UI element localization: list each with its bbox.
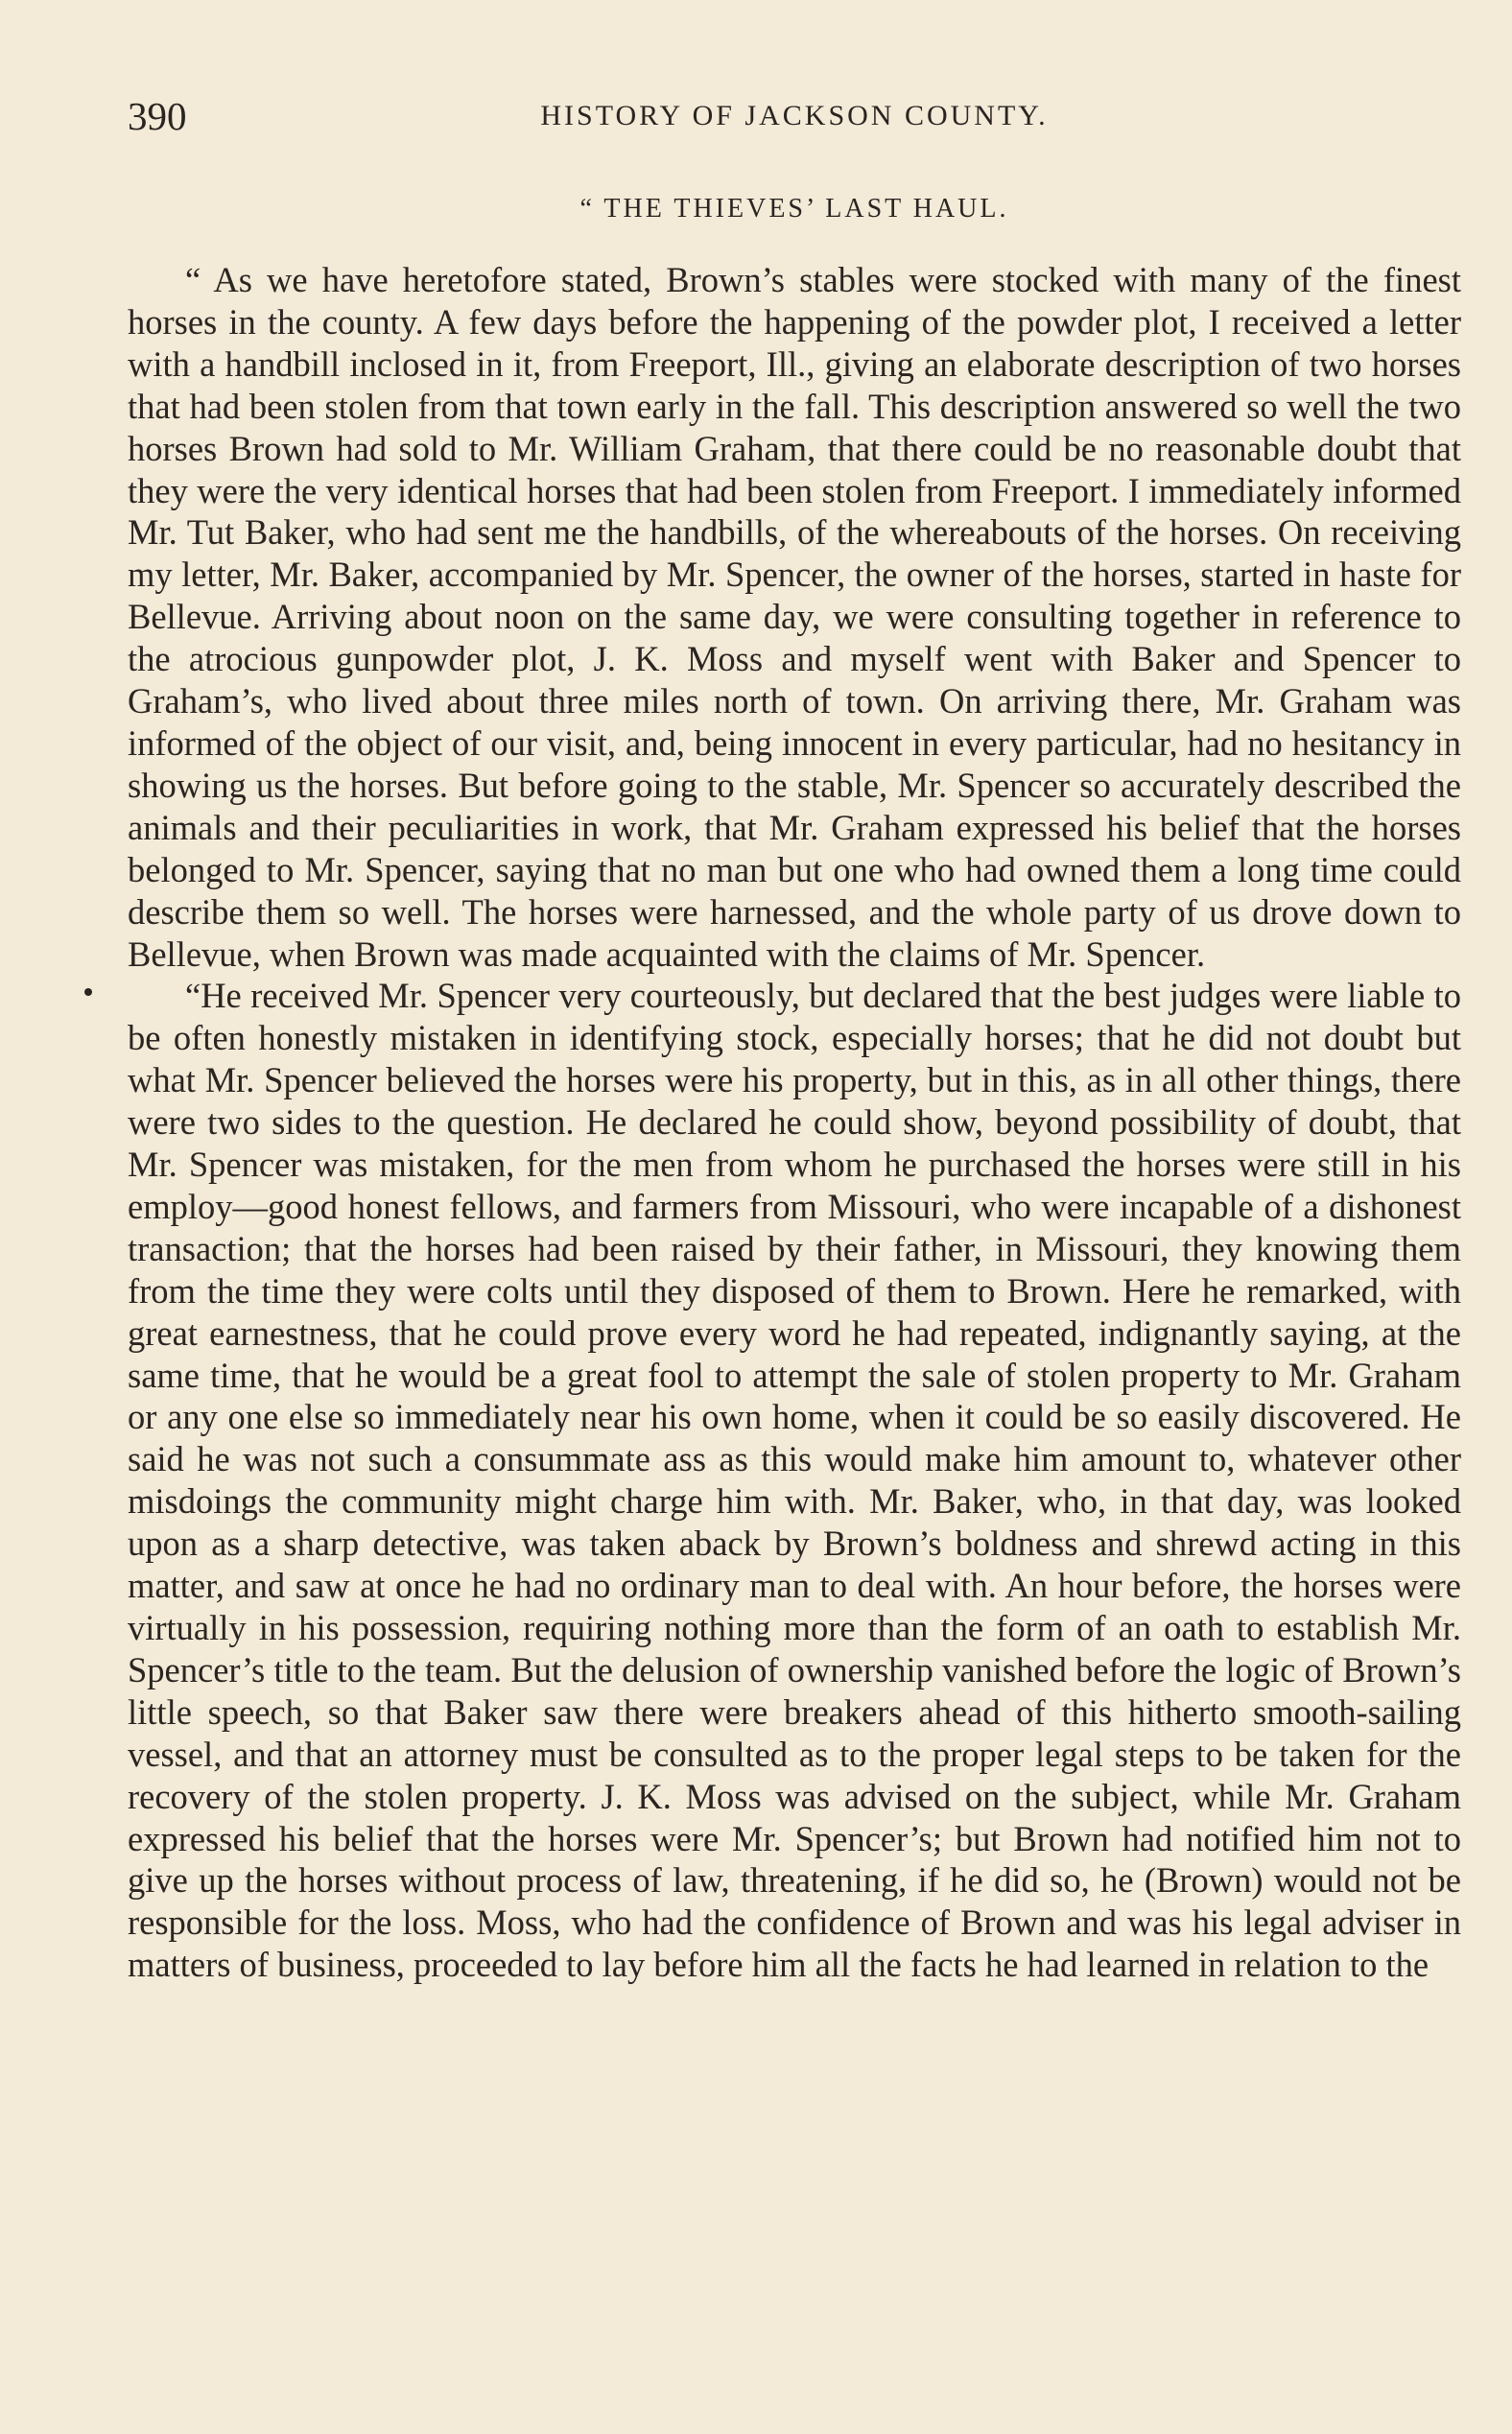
section-title: “ THE THIEVES’ LAST HAUL. — [579, 194, 1009, 224]
running-head: HISTORY OF JACKSON COUNTY. — [540, 100, 1049, 131]
paragraph: “ As we have heretofore stated, Brown’s stables were stocked with many of the finest horses in the county. A few days before the happening of the powder plot, I received a letter with a handbill inclosed in it, from Freeport, Ill., giving an elaborate description of two horses that had been stolen from that town early in the fall. This description answered so well the two horses Brown had sold to Mr. William Graham, that there could be no reasonable doubt that they were the very identical horses that had been stolen from Freeport. I immediately informed Mr. Tut Baker, who had sent me the handbills, of the whereabouts of the horses. On receiving my letter, Mr. Baker, accompanied by Mr. Spencer, the owner of the horses, started in haste for Bellevue. Arriving about noon on the same day, we were consulting together in reference to the atrocious gunpowder plot, J. K. Moss and myself went with Baker and Spencer to Graham’s, who lived about three miles north of town. On arriving there, Mr. Graham was informed of the object of our visit, and, being innocent in every particular, had no hesitancy in showing us the horses. But before going to the stable, Mr. Spencer so accurately described the animals and their peculiarities in work, that Mr. Graham expressed his belief that the horses belonged to Mr. Spencer, saying that no man but one who had owned them a long time could describe them so well. The horses were harnessed, and the whole party of us drove down to Bellevue, when Brown was made acquainted with the claims of Mr. Spencer. — [128, 260, 1461, 974]
page-number: 390 — [128, 94, 187, 138]
body-text — [128, 259, 1461, 1986]
page-header — [128, 92, 1461, 140]
paragraph: “He received Mr. Spencer very courteously, but declared that the best judges were liable to be often honestly mistaken in identifying stock, especially horses; that he did not doubt but what Mr. Spencer believed the horses were his property, but in this, as in all other things, there were two sides to the question. He declared he could show, beyond possibility of doubt, that Mr. Spencer was mistaken, for the men from whom he purchased the horses were still in his employ—good honest fellows, and farmers from Missouri, who were incapable of a dishonest transaction; that the horses had been raised by their father, in Missouri, they knowing them from the time they were colts until they disposed of them to Brown. Here he remarked, with great earnestness, that he could prove every word he had repeated, indignantly saying, at the same time, that he would be a great fool to attempt the sale of stolen property to Mr. Graham or any one else so immediately near his own home, when it could be so easily discovered. He said he was not such a consummate ass as this would make him amount to, whatever other misdoings the community might charge him with. Mr. Baker, who, in that day, was looked upon as a sharp detective, was taken aback by Brown’s boldness and shrewd acting in this matter, and saw at once he had no ordinary man to deal with. An hour before, the horses were virtually in his possession, requiring nothing more than the form of an oath to establish Mr. Spencer’s title to the team. But the delusion of ownership vanished before the logic of Brown’s little speech, so that Baker saw there were breakers ahead of this hitherto smooth-sailing vessel, and that an attorney must be consulted as to the proper legal steps to be taken for the recovery of the stolen property. J. K. Moss was advised on the subject, while Mr. Graham expressed his belief that the horses were Mr. Spencer’s; but Brown had notified him not to give up the horses without process of law, threatening, if he did so, he (Brown) would not be responsible for the loss. Moss, who had the confidence of Brown and was his legal adviser in matters of business, proceeded to lay before him all the facts he had learned in relation to the — [128, 976, 1461, 1985]
margin-mark — [84, 988, 92, 996]
